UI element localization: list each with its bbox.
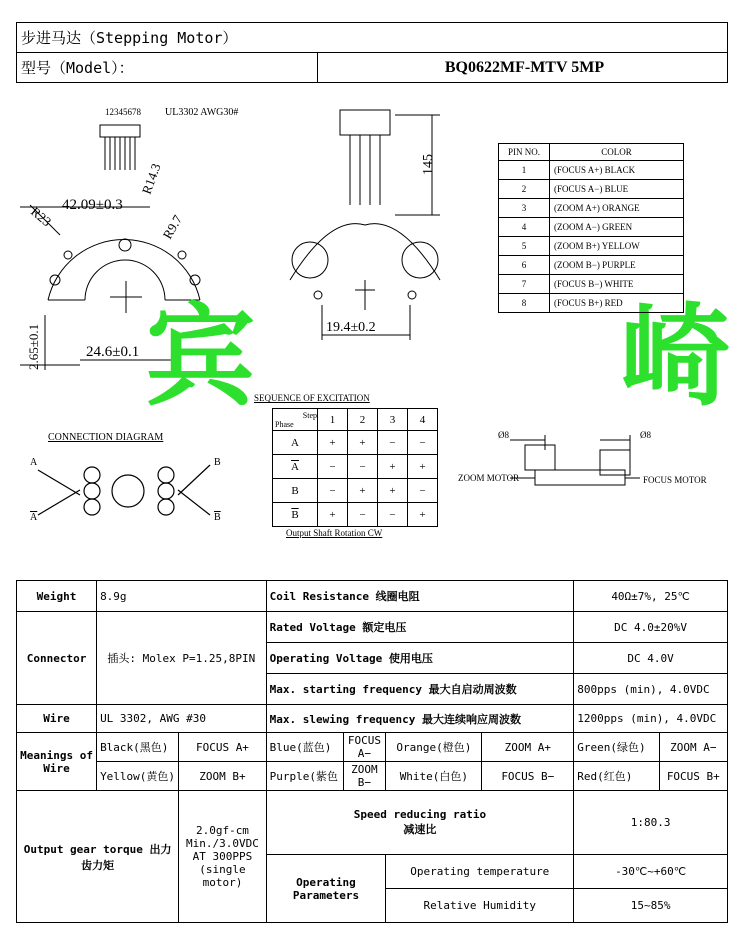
connector-value: 插头: Molex P=1.25,8PIN <box>97 612 267 705</box>
sequence-cell: + <box>348 431 378 455</box>
sequence-cell: − <box>378 503 408 527</box>
zoom-motor-label: ZOOM MOTOR <box>458 473 520 483</box>
phase-label: $\overline{B}$ <box>273 503 318 527</box>
model-value: BQ0622MF-MTV 5MP <box>318 53 728 83</box>
sequence-cell: + <box>378 455 408 479</box>
dim-8a: Ø8 <box>498 430 509 440</box>
connection-diagram <box>38 465 210 515</box>
wire-meaning: FOCUS B− <box>482 762 574 791</box>
pin-table <box>498 143 684 313</box>
sequence-footer: Output Shaft Rotation CW <box>286 528 383 538</box>
pin-no: 4 <box>499 218 550 237</box>
step-header: 2 <box>348 409 378 431</box>
step-header: 1 <box>318 409 348 431</box>
wire-color: Orange(橙色) <box>386 733 482 762</box>
coil-label: Coil Resistance 线圈电阻 <box>266 581 574 612</box>
watermark-left: 宾 <box>145 293 255 421</box>
spec-table <box>16 580 728 923</box>
meanings-label: Meanings of Wire <box>17 733 97 791</box>
wire-meaning: FOCUS A− <box>343 733 386 762</box>
humidity-label: Relative Humidity <box>386 889 574 923</box>
sequence-cell: − <box>348 455 378 479</box>
sequence-corner <box>273 409 318 431</box>
wire-color: Red(红色) <box>574 762 659 791</box>
sequence-cell: − <box>408 479 438 503</box>
connection-diagram-title: CONNECTION DIAGRAM <box>48 432 164 443</box>
sequence-cell: + <box>408 455 438 479</box>
torque-value: 2.0gf-cm Min./3.0VDC AT 300PPS (single motor) <box>179 791 266 923</box>
wire-meaning: FOCUS B+ <box>659 762 727 791</box>
operating-value: DC 4.0V <box>574 643 728 674</box>
pin-no: 1 <box>499 161 550 180</box>
wire-meaning: FOCUS A+ <box>179 733 266 762</box>
corner-step: Step <box>302 410 317 420</box>
watermark-right: 崎 <box>620 293 730 421</box>
operating-label: Operating Voltage 使用电压 <box>266 643 574 674</box>
sequence-cell: − <box>348 503 378 527</box>
pin-color: (ZOOM A−) GREEN <box>550 218 684 237</box>
speed-label-en: Speed reducing ratio <box>353 808 487 821</box>
sequence-cell: + <box>408 503 438 527</box>
max-slew-value: 1200pps (min), 4.0VDC <box>574 705 728 733</box>
speed-label-cn: 减速比 <box>403 823 437 836</box>
wire-meaning: ZOOM A+ <box>482 733 574 762</box>
sequence-cell: + <box>318 503 348 527</box>
torque-label: Output gear torque 出力齿力矩 <box>17 791 179 923</box>
dim-145: 145 <box>421 154 436 175</box>
op-params-label: Operating Parameters <box>266 855 386 923</box>
step-header: 3 <box>378 409 408 431</box>
model-label: 型号（Model）： <box>17 53 318 83</box>
pin-color: (ZOOM B−) PURPLE <box>550 256 684 275</box>
sequence-cell: + <box>378 479 408 503</box>
dim-8b: Ø8 <box>640 430 651 440</box>
pin-color: (ZOOM B+) YELLOW <box>550 237 684 256</box>
wire-value: UL 3302, AWG #30 <box>97 705 267 733</box>
dim-265: 2.65±0.1 <box>26 323 41 370</box>
max-start-value: 800pps (min), 4.0VDC <box>574 674 728 705</box>
wire-color: Green(绿色) <box>574 733 659 762</box>
cable-spec: UL3302 AWG30# <box>165 107 239 118</box>
wire-color: White(白色) <box>386 762 482 791</box>
phase-label: $\overline{A}$ <box>273 455 318 479</box>
wire-color: Yellow(黄色) <box>97 762 179 791</box>
pin-no: 5 <box>499 237 550 256</box>
wire-meaning: ZOOM B+ <box>179 762 266 791</box>
phase-label: B <box>273 479 318 503</box>
speed-label <box>266 791 574 855</box>
sequence-cell: − <box>318 455 348 479</box>
dim-r23: R23 <box>28 203 55 230</box>
pin-color: (ZOOM A+) ORANGE <box>550 199 684 218</box>
corner-phase: Phase <box>275 419 294 429</box>
dim-r143: R14.3 <box>138 161 164 197</box>
conn-abar: A <box>30 512 38 523</box>
pin-no: 2 <box>499 180 550 199</box>
dim-246: 24.6±0.1 <box>86 344 140 360</box>
pin-header-color: COLOR <box>550 144 684 161</box>
pin-color: (FOCUS B+) RED <box>550 294 684 313</box>
wire-meaning: ZOOM B− <box>343 762 386 791</box>
connector-label: Connector <box>17 612 97 705</box>
speed-value: 1:80.3 <box>574 791 728 855</box>
conn-b: B <box>214 457 221 468</box>
op-temp-value: -30℃~+60℃ <box>574 855 728 889</box>
sequence-title: SEQUENCE OF EXCITATION <box>254 393 370 403</box>
conn-a: A <box>30 457 38 468</box>
wire-color: Blue(蓝色) <box>266 733 343 762</box>
dim-r97: R9.7 <box>159 212 186 242</box>
pin-no: 3 <box>499 199 550 218</box>
humidity-value: 15~85% <box>574 889 728 923</box>
max-slew-label: Max. slewing frequency 最大连续响应周波数 <box>266 705 574 733</box>
pin-no: 7 <box>499 275 550 294</box>
pin-no: 8 <box>499 294 550 313</box>
title: 步进马达（Stepping Motor） <box>17 23 728 53</box>
pin-color: (FOCUS A−) BLUE <box>550 180 684 199</box>
conn-bbar: B <box>214 512 221 523</box>
focus-motor-label: FOCUS MOTOR <box>643 475 707 485</box>
dim-194: 19.4±0.2 <box>326 320 376 335</box>
weight-value: 8.9g <box>97 581 267 612</box>
step-header: 4 <box>408 409 438 431</box>
wire-color: Black(黑色) <box>97 733 179 762</box>
wire-label: Wire <box>17 705 97 733</box>
phase-label: A <box>273 431 318 455</box>
cable-code: 12345678 <box>105 107 141 117</box>
pin-color: (FOCUS A+) BLACK <box>550 161 684 180</box>
pin-no: 6 <box>499 256 550 275</box>
rated-label: Rated Voltage 额定电压 <box>266 612 574 643</box>
sequence-table <box>272 408 438 527</box>
coil-value: 40Ω±7%, 25℃ <box>574 581 728 612</box>
weight-label: Weight <box>17 581 97 612</box>
sequence-cell: − <box>408 431 438 455</box>
header-table <box>16 22 728 83</box>
sequence-cell: − <box>378 431 408 455</box>
wire-meaning: ZOOM A− <box>659 733 727 762</box>
pin-color: (FOCUS B−) WHITE <box>550 275 684 294</box>
op-temp-label: Operating temperature <box>386 855 574 889</box>
sequence-cell: − <box>318 479 348 503</box>
max-start-label: Max. starting frequency 最大自启动周波数 <box>266 674 574 705</box>
pin-header-no: PIN NO. <box>499 144 550 161</box>
rated-value: DC 4.0±20%V <box>574 612 728 643</box>
sequence-cell: + <box>318 431 348 455</box>
wire-color: Purple(紫色 <box>266 762 343 791</box>
sequence-cell: + <box>348 479 378 503</box>
dim-42: 42.09±0.3 <box>62 197 123 213</box>
